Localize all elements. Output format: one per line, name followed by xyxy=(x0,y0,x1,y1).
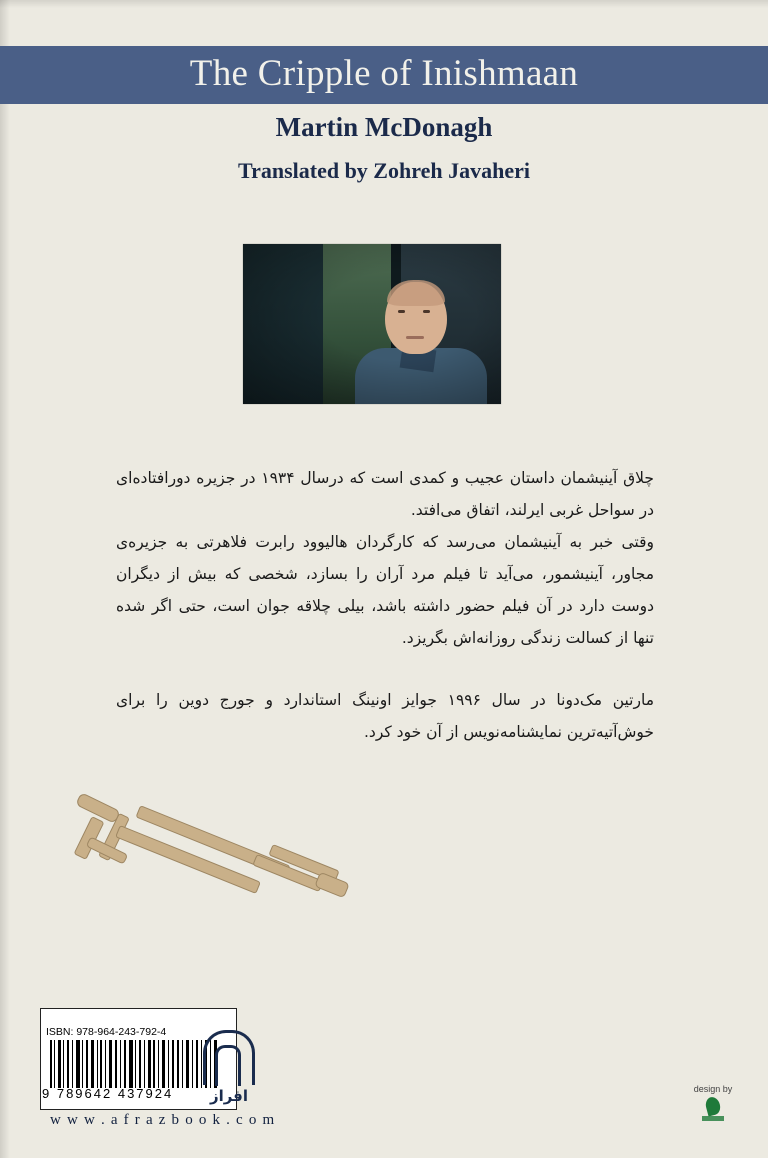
publisher-logo xyxy=(196,1030,262,1108)
design-credit-label: design by xyxy=(693,1084,733,1094)
publisher-website: w w w . a f r a z b o o k . c o m xyxy=(50,1112,276,1128)
publisher-arch-icon xyxy=(203,1030,255,1085)
barcode-bars xyxy=(50,1040,220,1088)
design-credit xyxy=(676,1084,750,1123)
crutch-illustration xyxy=(72,795,372,910)
photo-vignette xyxy=(243,244,501,404)
page-title: The Cripple of Inishmaan xyxy=(189,53,579,94)
leaf-icon xyxy=(700,1097,726,1123)
publisher-name: افراز xyxy=(209,1087,249,1105)
author-name: Martin McDonagh xyxy=(275,112,493,142)
blurb-paragraph-1: چلاق آینیشمان داستان عجیب و کمدی است که درسال ۱۹۳۴ در جزیره دورافتاده‌ای در سواحل غربی ایرلند، اتفاق می‌افتد. xyxy=(116,469,654,519)
blurb-paragraph-3: مارتین مک‌دونا در سال ۱۹۹۶ جوایز اونینگ استاندارد و جورج دوین را برای خوش‌آتیه‌ترین نمایشنامه‌نویس از آن خود کرد. xyxy=(116,691,655,741)
isbn-text: ISBN: 978-964-243-792-4 xyxy=(46,1026,167,1038)
blurb-paragraph-2: وقتی خبر به آینیشمان می‌رسد که کارگردان هالیوود رابرت فلاهرتی به جزیره‌ی مجاور، آینیشمور، می‌آید تا فیلم مرد آران را بسازد، شخصی که بیش از دیگران دوست دارد در آن فیلم حضور داشته باشد، بیلی چلاقه جوان است، حتی اگر شده تنها از کسالت زندگی روزانه‌اش بگریزد. xyxy=(116,533,654,647)
translator-credit: Translated by Zohreh Javaheri xyxy=(238,158,530,183)
blurb-text xyxy=(116,462,654,748)
barcode-digits: 9 789642 437924 xyxy=(42,1086,174,1101)
author-portrait-photo xyxy=(243,244,501,404)
page-top-shadow xyxy=(0,0,768,8)
